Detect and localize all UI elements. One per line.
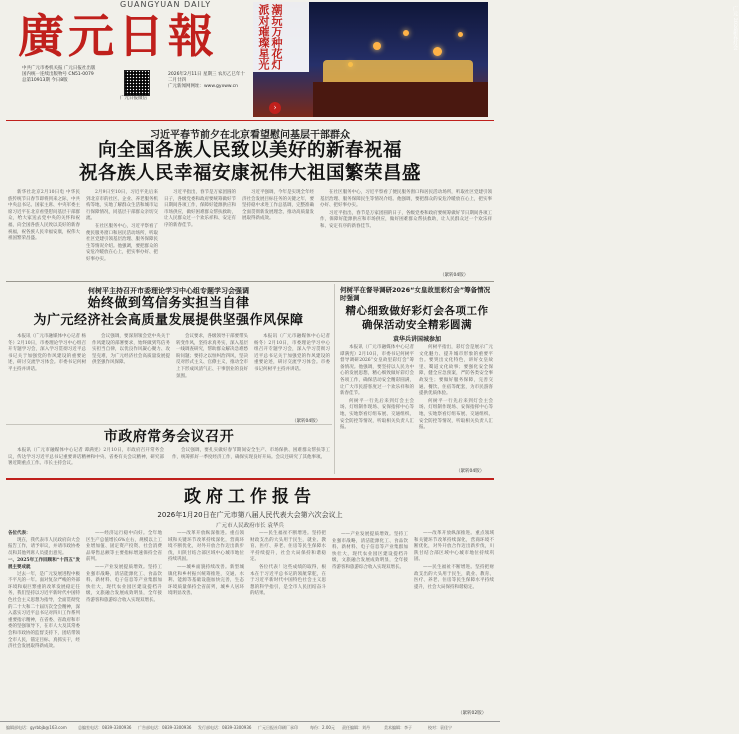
report-paragraph: ——改革开放纵深推进。重点领域和关键环节改革持续深化，营商环境不断优化，对外开放合作迈出新步伐，川陕甘结合部区域中心城市地位持续巩固。 xyxy=(168,531,244,563)
lead-continue[interactable]: （紧转04版） xyxy=(440,273,469,278)
promo-banner[interactable] xyxy=(253,2,738,117)
lantern-col-1 xyxy=(340,345,414,469)
lantern-paragraph: 本报讯（广元市融媒体中心记者 谭满宪）2月10日，市委书记何树平督导调研2026“女皇故里彩灯会”筹备情况。他强调，要坚持以人民为中心的发展思想，精心细致做好彩灯会各项工作，确保活动安全精彩圆满，让广大市民游客度过一个欢乐祥和的新春佳节。 xyxy=(340,345,414,397)
issn-code: 国内统一连续出版物号 CN51-0079 xyxy=(22,72,94,77)
issue-number: 总第10913期 今日8版 xyxy=(22,78,68,83)
study-col-4 xyxy=(254,334,330,422)
lead-paragraph: 习近平指出，春节是万家团圆的日子，各级党委和政府要统筹做好节日期间各项工作，保障好能源供应和市场供应，做好困难群众帮扶救助，让人民群众过一个欢乐祥和、安定有序的新春佳节。 xyxy=(320,210,492,229)
lantern-continue[interactable]: （紧转04版） xyxy=(456,469,485,474)
masthead xyxy=(0,0,738,120)
report-paragraph: ——民生福祉不断增进。坚持把财政支出的大头用于民生，就业、教育、医疗、养老、住房等民生保障水平持续提升，社会大局保持和谐稳定。 xyxy=(414,564,494,590)
masthead-divider xyxy=(6,120,494,121)
lead-paragraph: 习近平指出，春节是万家团圆的日子，各级党委和政府要统筹做好节日期间各项工作，保障好能源供应和市场供应，做好困难群众帮扶救助，让人民群众过一个欢乐祥和、安定有序的新春佳节。 xyxy=(164,190,236,228)
promo-headline: 潮玩万种花灯 派对璀璨星光 xyxy=(257,4,283,70)
footer-ads: 广告部电话：0839-3300936 xyxy=(138,725,192,730)
lead-col-2 xyxy=(86,190,158,278)
study-kicker: 何树平主持召开市委理论学习中心组专题学习会强调 xyxy=(88,287,249,295)
study-title-line2: 为广元经济社会高质量发展提供坚强作风保障 xyxy=(33,313,304,328)
footer-delivery: 发行部电话：0839-3300936 xyxy=(198,725,252,730)
executive-paragraph: 本报讯（广元市融媒体中心记者 谭满宪）2月10日，市政府召开常务会议，传达学习习近平总书记重要讲话精神和中央、省委有关会议精神，研究部署近期重点工作。市长主持会议。 xyxy=(8,448,164,467)
column-rule xyxy=(334,284,335,474)
report-title: 政府工作报告 xyxy=(184,487,316,507)
report-section-heading: 一、2025年工作回顾和“十四五”发展主要成就 xyxy=(8,558,80,570)
lead-col-1 xyxy=(8,190,80,278)
lead-col-4 xyxy=(242,190,314,278)
footer xyxy=(0,721,500,734)
lantern-paragraph: 何树平指出，彩灯会是展示广元文化魅力、提升城市形象的重要平台。要突出文化特色，讲好女皇故里、蜀道文化故事；要强化安全保障，健全应急预案，严防各类安全事故发生；要做好服务保障，完善交通、餐饮、住宿等配套，为市民游客提供优质体验。 xyxy=(419,345,493,397)
qr-label: 广元日报微信 xyxy=(120,96,147,101)
lantern-paragraph: 何树平一行先后来到灯会主会场、灯组制作现场、安保指挥中心等地，实地察看灯组布展、交通组织、安全防控等情况，听取相关负责人汇报。 xyxy=(419,398,493,431)
study-paragraph: 会议要求，各级领导干部要带头转变作风，坚持求真务实，深入基层一线调查研究，帮助群众解决急难愁盼问题；要持之以恒纠治四风，坚决反对形式主义、官僚主义，推动全市上下形成风清气正、干事创业的良好氛围。 xyxy=(176,334,248,379)
report-continue[interactable]: （紧转02版） xyxy=(458,711,487,716)
executive-col-2 xyxy=(172,448,330,476)
lead-title-line1: 向全国各族人民致以美好的新春祝福 xyxy=(97,140,402,161)
crowd-shape xyxy=(313,82,488,117)
report-paragraph: ——产业发展提质增效。坚持工业强市战略，清洁能源化工、食品饮料、新材料、电子信息等产业集群加快壮大，现代农业园区建设提档升级，文旅融合发展成效明显，全年接待游客和旅游综合收入实现双增长。 xyxy=(86,564,162,603)
study-col-2 xyxy=(92,334,170,422)
study-title-line1: 始终做到笃信务实担当自律 xyxy=(87,296,250,311)
qr-code xyxy=(124,70,150,96)
lantern-kicker: 何树平在督导调研2026“女皇故里彩灯会”筹备情况时强调 xyxy=(340,286,491,302)
lead-paragraph: 在社区服务中心，习近平察看了便民服务窗口和居民活动场所，听取社区党建引领基层治理、服务保障民生等情况介绍。他强调，要把群众的安危冷暖放在心上，把实事办好、把好事办实。 xyxy=(86,223,158,262)
study-continue[interactable]: （紧转04版） xyxy=(292,419,321,424)
report-col-1 xyxy=(8,531,80,717)
report-col-5 xyxy=(332,531,408,717)
lead-col-3 xyxy=(164,190,236,278)
lead-col-5 xyxy=(320,190,492,270)
website: 广元新闻网网址：www.gyxww.cn xyxy=(168,84,238,89)
report-paragraph: ——改革开放纵深推进。重点领域和关键环节改革持续深化，营商环境不断优化，对外开放合作迈出新步伐，川陕甘结合部区域中心城市地位持续巩固。 xyxy=(414,531,494,563)
chevron-right-icon[interactable]: › xyxy=(269,102,281,114)
report-paragraph: 各位代表！这些成绩的取得，根本在于习近平总书记的领航掌舵，在于习近平新时代中国特色社会主义思想的科学指引，是全市人民团结奋斗的结果。 xyxy=(250,564,326,597)
executive-col-1 xyxy=(8,448,164,476)
lead-title-line2: 祝各族人民幸福安康祝伟大祖国繁荣昌盛 xyxy=(78,163,421,184)
study-paragraph: 本报讯（广元市融媒体中心记者 杨冬）2月10日，市委理论学习中心组召开专题学习会，深入学习贯彻习近平总书记关于加强党的作风建设的重要论述，研讨交流学习体会。市委书记何树平主持并讲话。 xyxy=(8,334,86,372)
footer-review: 美术编辑：李子 xyxy=(384,725,412,730)
report-subtitle: 2026年1月20日在广元市第八届人民代表大会第六次会议上 xyxy=(157,511,343,519)
lantern-paragraph: 何树平一行先后来到灯会主会场、灯组制作现场、安保指挥中心等地，实地察看灯组布展、交通组织、安全防控等情况，听取相关负责人汇报。 xyxy=(340,398,414,431)
lantern-byline: 袁华兵讲国城参加 xyxy=(392,336,441,343)
report-author: 广元市人民政府市长 袁华兵 xyxy=(216,523,284,529)
lantern-title-line1: 精心细致做好彩灯会各项工作 xyxy=(345,305,489,317)
footer-price: 每份：2.00元 xyxy=(310,725,335,730)
report-paragraph: ——产业发展提质增效。坚持工业强市战略，清洁能源化工、食品饮料、新材料、电子信息等产业集群加快壮大，现代农业园区建设提档升级，文旅融合发展成效明显，全年接待游客和旅游综合收入实现双增长。 xyxy=(332,532,408,570)
study-paragraph: 本报讯（广元市融媒体中心记者 杨冬）2月10日，市委理论学习中心组召开专题学习会，深入学习贯彻习近平总书记关于加强党的作风建设的重要论述，研讨交流学习体会。市委书记何树平主持并讲话。 xyxy=(254,334,330,372)
lantern-col-2 xyxy=(419,345,493,469)
lead-paragraph: 习近平强调，今年是实现全年经济社会发展目标任务的关键之年，要坚持稳中求进工作总基调，完整准确全面贯彻新发展理念，推动高质量发展取得新成效。 xyxy=(242,190,314,222)
report-paragraph: ——民生福祉不断增进。坚持把财政支出的大头用于民生，就业、教育、医疗、养老、住房等民生保障水平持续提升，社会大局保持和谐稳定。 xyxy=(250,531,326,563)
section-divider-strong xyxy=(6,478,494,480)
lantern-title-line2: 确保活动安全精彩圆满 xyxy=(362,319,472,331)
footer-check: 校对：袁佳宁 xyxy=(428,725,452,730)
lead-kicker: 习近平春节前夕在北京看望慰问基层干部群众 xyxy=(150,130,350,141)
promo-tag xyxy=(253,2,309,72)
section-divider xyxy=(6,281,494,282)
issue-date: 2026年2月11日 星期三 农历乙巳年十二月廿四 xyxy=(168,72,245,83)
lead-paragraph: 新华社北京2月10日电 中华民族传统节日春节即将到来之际，中共中央总书记、国家主席、中央军委主席习近平在北京看望慰问基层干部群众，给大家送去党中央的关怀和祝福，向全国各族人民致以美好的新春祝福，祝各族人民幸福安康，祝伟大祖国繁荣昌盛。 xyxy=(8,190,80,242)
report-paragraph: 现在，我代表市人民政府向大会报告工作，请予审议，并请市政协委员和其他列席人员提出意见。 xyxy=(8,537,80,556)
publisher: 中共广元市委机关报 广元日报社出版 xyxy=(22,66,96,71)
section-divider xyxy=(6,424,332,425)
footer-editor: 责任编辑：刘丹 xyxy=(342,725,370,730)
promo-edge-text: 广元 2026新春灯会 xyxy=(732,6,738,51)
footer-email: 编辑部电话：gyrbbjb@163.com xyxy=(6,725,67,730)
masthead-publisher-block xyxy=(22,66,122,84)
report-paragraph: ——经济运行稳中向好。全年地区生产总值增长6%左右，规模以上工业增加值、固定资产投资、社会消费品零售总额等主要指标增速保持全省前列。 xyxy=(86,531,162,563)
report-greeting: 各位代表： xyxy=(8,531,31,536)
report-col-3 xyxy=(168,531,244,717)
masthead-name-en: GUANGYUAN DAILY xyxy=(120,0,212,9)
study-paragraph: 会议强调，要深刻领会党中央关于作风建设的部署要求，始终做到笃信务实担当自律，以优良作风凝心聚力、攻坚克难，为广元经济社会高质量发展提供坚强作风保障。 xyxy=(92,334,170,366)
executive-title: 市政府常务会议召开 xyxy=(103,429,235,445)
executive-paragraph: 会议强调，要扎实做好春节期间安全生产、市场保供、困难群众帮扶等工作，统筹抓好一季度经济工作，确保实现良好开局。会议还研究了其他事项。 xyxy=(172,448,330,460)
footer-print: 广元日报社印刷厂承印 xyxy=(258,725,298,730)
report-paragraph: ——城乡面貌持续改善。新型城镇化和乡村振兴统筹推进，交通、水利、能源等基础设施加快完善，生态环境质量保持全省前列，城乡人居环境明显改善。 xyxy=(168,564,244,597)
report-paragraph: 过去一年，是广元发展进程中极不平凡的一年。面对复杂严峻的外部环境和艰巨繁重的改革发展稳定任务，我们坚持以习近平新时代中国特色社会主义思想为指导，全面贯彻党的二十大和二十届历次全会精神，深入落实习近平总书记对四川工作系列重要指示精神，在省委、省政府和市委的坚强领导下，在市人大及其常委会和市政协的监督支持下，团结带领全市人民，锚定目标、真抓实干，经济社会发展取得新成效。 xyxy=(8,571,80,650)
masthead-date-block xyxy=(168,72,248,90)
report-col-2 xyxy=(86,531,162,717)
footer-office: 总编室电话：0839-3300936 xyxy=(78,725,132,730)
lantern-palace-shape xyxy=(323,60,473,82)
masthead-logo: 廣元日報 xyxy=(18,9,218,63)
lead-paragraph: 在社区服务中心，习近平察看了便民服务窗口和居民活动场所，听取社区党建引领基层治理、服务保障民生等情况介绍。他强调，要把群众的安危冷暖放在心上，把实事办好、把好事办实。 xyxy=(320,190,492,209)
study-col-3 xyxy=(176,334,248,422)
study-col-1 xyxy=(8,334,86,422)
report-col-6 xyxy=(414,531,494,709)
report-col-4 xyxy=(250,531,326,717)
lead-paragraph: 2月9日至10日，习近平先后来到北京市的社区、企业、养老服务机构等地，实地了解群众生活和城市运行保障情况，同基层干部群众亲切交流。 xyxy=(86,190,158,222)
